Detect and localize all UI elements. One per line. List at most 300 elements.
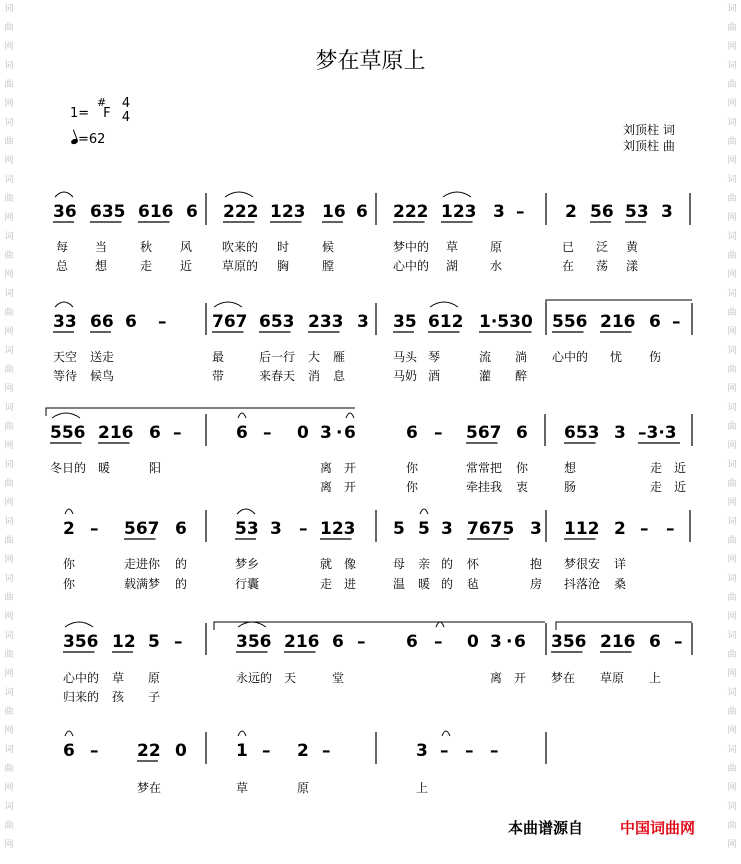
watermark-char: 曲 [4,308,14,318]
watermark-char: 词 [727,346,737,356]
watermark-char: 曲 [4,593,14,603]
lyric-word: 的 [175,557,188,571]
lyric-word: 走进你 [124,557,161,571]
lyric-word: 梦在 [551,671,576,685]
lyric-word: 带 [212,369,225,383]
watermark-char: 词 [4,61,14,71]
watermark-char: 网 [727,441,737,451]
watermark-char: 网 [727,384,737,394]
lyric-word: 荡 [596,259,609,273]
lyric-word: 心中的 [552,350,589,364]
watermark-char: 网 [727,99,737,109]
lyric-word: 归来的 [63,690,100,704]
score-note: 216 [98,423,134,443]
watermark-char: 词 [727,460,737,470]
watermark-char: 网 [4,555,14,565]
lyric-word: 上 [416,781,429,795]
score-note: 6 [63,741,75,761]
watermark-char: 曲 [4,479,14,489]
score-note: 6 [516,423,528,443]
score-note: – [174,632,183,652]
slur-arc [65,509,73,514]
lyric-word: 走 [650,480,663,494]
score-note: 16 [322,202,346,222]
watermark-char: 曲 [727,707,737,717]
score-note: – [434,632,443,652]
score-note: – [173,423,182,443]
lyric-word: 流 [479,350,492,364]
lyric-word: 胸 [277,259,290,273]
score-note: 356 [551,632,587,652]
lyric-word: 淌 [515,350,528,364]
watermark-char: 网 [4,327,14,337]
key-note: F [103,106,111,121]
lyric-word: 像 [344,557,357,571]
lyric-word: 近 [674,461,687,475]
key-label: 1= [70,106,90,121]
score-note: – [322,741,331,761]
score-note: 653 [564,423,600,443]
score-note: – [158,312,167,332]
watermark-char: 曲 [727,536,737,546]
watermark-char: 词 [4,688,14,698]
watermark-char: 词 [4,574,14,584]
watermark-char: 词 [727,574,737,584]
slur-arc [443,192,471,197]
score-note: 356 [236,632,272,652]
lyric-word: 琴 [428,350,441,364]
score-note: 556 [552,312,588,332]
lyric-word: 你 [406,461,419,475]
score-note: 3 [320,423,332,443]
key-sharp: # [97,96,107,109]
lyric-word: 母 [393,557,406,571]
watermark-char: 网 [727,555,737,565]
score-note: 3 [661,202,673,222]
watermark-char: 词 [4,232,14,242]
lyric-word: 风 [180,240,193,254]
score-note: · [336,423,343,443]
lyric-word: 马头 [393,350,418,364]
watermark-char: 词 [727,232,737,242]
score-note: 123 [270,202,306,222]
lyric-word: 息 [333,369,346,383]
watermark-char: 曲 [727,137,737,147]
score-note: 6 [344,423,356,443]
score-note: – [640,519,649,539]
watermark-char: 网 [4,783,14,793]
lyric-word: 你 [406,480,419,494]
watermark-char: 词 [727,745,737,755]
volta-bracket [46,408,355,416]
score-note: 22 [137,741,161,761]
lyric-word: 抖落沧 [564,577,601,591]
score-note: 0 [175,741,187,761]
watermark-char: 网 [727,327,737,337]
lyric-word: 你 [63,577,76,591]
lyric-word: 离 [490,671,503,685]
time-signature-top: 4 [121,96,131,111]
lyric-word: 后一行 [259,350,296,364]
lyric-word: 草 [236,781,249,795]
lyric-word: 草原 [600,671,625,685]
lyric-word: 草 [446,240,459,254]
lyric-word: 膛 [322,259,335,273]
score-note: – [90,741,99,761]
lyric-word: 开 [344,480,357,494]
score-note: 567 [124,519,160,539]
watermark-char: 词 [4,460,14,470]
score-note: –3·3 [638,423,677,443]
watermark-char: 词 [727,289,737,299]
score-note: – [666,519,675,539]
score-note: 767 [212,312,248,332]
lyric-word: 离 [320,461,333,475]
score-note: 3 [441,519,453,539]
score-note: 635 [90,202,126,222]
score-note: – [490,741,499,761]
score-note: 6 [649,632,661,652]
watermark-char: 网 [4,498,14,508]
watermark-char: 网 [727,669,737,679]
score-note: 6 [332,632,344,652]
lyric-word: 牵挂我 [466,480,503,494]
lyric-word: 桑 [614,577,627,591]
watermark-char: 曲 [727,764,737,774]
score-note: 653 [259,312,295,332]
watermark-char: 网 [4,156,14,166]
lyric-word: 泛 [596,240,609,254]
score-note: 616 [138,202,174,222]
score-note: 3 [614,423,626,443]
watermark-char: 曲 [4,422,14,432]
lyric-word: 梦很安 [564,557,601,571]
slur-arc [442,731,450,736]
slur-arc [65,731,73,736]
lyric-word: 草原的 [222,259,259,273]
watermark-char: 网 [727,783,737,793]
watermark-char: 网 [4,441,14,451]
lyric-word: 醉 [515,369,528,383]
score-note: 66 [90,312,114,332]
slur-arc [237,509,255,514]
volta-bracket [546,300,692,308]
lyric-word: 想 [564,461,577,475]
score-note: – [299,519,308,539]
lyricist-credit: 刘顶柱 词 [623,123,675,137]
lyric-word: 行囊 [235,577,260,591]
watermark-char: 网 [4,270,14,280]
score-note: 12 [112,632,136,652]
watermark-char: 词 [4,802,14,812]
watermark-char: 词 [727,61,737,71]
composer-credit: 刘顶柱 曲 [623,139,675,153]
watermark-char: 词 [727,403,737,413]
watermark-char: 网 [727,42,737,52]
lyric-word: 原 [297,781,310,795]
lyric-word: 走 [650,461,663,475]
score-note: – [434,423,443,443]
score-note: 112 [564,519,600,539]
watermark-char: 曲 [4,365,14,375]
lyric-word: 温 [393,577,406,591]
lyric-word: 送走 [90,350,115,364]
lyric-word: 孩 [112,690,125,704]
lyric-word: 秋 [140,240,153,254]
score-note: – [440,741,449,761]
lyric-word: 湖 [446,259,459,273]
watermark-char: 网 [4,612,14,622]
slur-arc [55,302,73,307]
score-note: 567 [466,423,502,443]
lyric-word: 原 [148,671,161,685]
watermark-char: 曲 [4,194,14,204]
source-label: 本曲谱源自 [508,819,584,837]
watermark-char: 网 [4,99,14,109]
lyric-word: 消 [308,369,321,383]
lyric-word: 候 [322,240,335,254]
score-note: 233 [308,312,344,332]
lyric-word: 常常把 [466,461,503,475]
lyric-word: 忧 [610,350,623,364]
lyric-word: 怀 [467,557,480,571]
watermark-char: 网 [727,498,737,508]
lyric-word: 最 [212,350,225,364]
lyric-word: 灌 [479,369,492,383]
lyric-word: 永远的 [236,671,273,685]
lyric-word: 雁 [333,350,346,364]
score-note: 0 [467,632,479,652]
score-note: 33 [53,312,77,332]
score-note: – [90,519,99,539]
score-note: 3 [270,519,282,539]
score-note: 123 [441,202,477,222]
watermark-char: 网 [4,840,14,850]
watermark-char: 词 [4,346,14,356]
lyric-word: 天 [284,671,297,685]
watermark-char: 曲 [727,251,737,261]
score-note: – [465,741,474,761]
watermark-char: 词 [4,118,14,128]
lyric-word: 你 [516,461,529,475]
score-note: 36 [53,202,77,222]
score-note: 6 [514,632,526,652]
watermark-char: 曲 [4,536,14,546]
slur-arc [225,192,253,197]
tempo-value: =62 [78,132,106,147]
watermark-char: 曲 [727,80,737,90]
lyric-word: 大 [308,350,321,364]
score-note: 53 [235,519,259,539]
lyric-word: 走 [320,577,333,591]
score-note: · [506,632,513,652]
lyric-word: 就 [320,557,333,571]
lyric-word: 详 [614,557,627,571]
score-note: – [672,312,681,332]
score-note: 3 [357,312,369,332]
lyric-word: 心中的 [393,259,430,273]
watermark-char: 词 [727,118,737,128]
score-note: 6 [186,202,198,222]
score-note: 216 [284,632,320,652]
slur-arc [346,413,354,418]
watermark-char: 词 [4,175,14,185]
lyric-word: 酒 [428,369,441,383]
watermark-char: 词 [4,289,14,299]
watermark-char: 曲 [727,650,737,660]
watermark-char: 网 [727,213,737,223]
score-note: 0 [297,423,309,443]
score-note: 556 [50,423,86,443]
watermark-char: 曲 [4,821,14,831]
score-note: 2 [565,202,577,222]
watermark-char: 网 [4,726,14,736]
score-note: 123 [320,519,356,539]
score-note: 216 [600,632,636,652]
lyric-word: 来春天 [259,369,296,383]
watermark-char: 曲 [4,137,14,147]
watermark-char: 词 [727,517,737,527]
lyric-word: 漾 [626,259,639,273]
lyric-word: 想 [95,259,108,273]
lyric-word: 你 [63,557,76,571]
lyric-word: 开 [514,671,527,685]
watermark-char: 曲 [4,80,14,90]
score-note: 6 [236,423,248,443]
score-note: 7675 [467,519,515,539]
lyric-word: 时 [277,240,290,254]
lyric-word: 原 [490,240,503,254]
score-note: 6 [406,423,418,443]
lyric-word: 梦中的 [393,240,430,254]
lyric-word: 近 [180,259,193,273]
score-note: 3 [490,632,502,652]
watermark-char: 曲 [727,422,737,432]
song-title: 梦在草原上 [315,49,426,74]
score-note: – [263,423,272,443]
lyric-word: 亲 [418,557,431,571]
lyric-word: 每 [56,240,69,254]
watermark-char: 网 [4,213,14,223]
score-note: 6 [175,519,187,539]
score-note: – [516,202,525,222]
lyric-word: 水 [490,259,503,273]
watermark-char: 词 [727,4,737,14]
lyric-word: 肠 [564,480,577,494]
lyric-word: 房 [530,577,543,591]
lyric-word: 黄 [626,240,639,254]
score-note: 222 [393,202,429,222]
score-note: – [357,632,366,652]
score-note: 56 [590,202,614,222]
slur-arc [214,302,242,307]
lyric-word: 走 [140,259,153,273]
watermark-char: 词 [4,517,14,527]
watermark-char: 曲 [4,764,14,774]
lyric-word: 阳 [149,461,162,475]
slur-arc [436,622,444,627]
watermark-char: 词 [4,4,14,14]
watermark-char: 词 [727,175,737,185]
slur-arc [52,413,80,418]
score-note: 6 [149,423,161,443]
slur-arc [238,413,246,418]
watermark-char: 词 [727,802,737,812]
lyric-word: 梦在 [137,781,162,795]
watermark-char: 曲 [727,821,737,831]
watermark-char: 网 [4,42,14,52]
time-signature-bottom: 4 [121,110,131,125]
score-note: 356 [63,632,99,652]
score-note: 5 [418,519,430,539]
score-note: – [262,741,271,761]
lyric-word: 冬日的 [50,461,87,475]
lyric-word: 堂 [332,671,345,685]
lyric-word: 毡 [467,577,480,591]
lyric-word: 心中的 [63,671,100,685]
score-note: 6 [406,632,418,652]
score-note: 222 [223,202,259,222]
lyric-word: 等待 [53,369,78,383]
lyric-word: 吹来的 [222,240,259,254]
slur-arc [55,192,73,197]
watermark-char: 网 [4,669,14,679]
lyric-word: 的 [441,557,454,571]
watermark-char: 网 [727,612,737,622]
lyric-word: 草 [112,671,125,685]
watermark-char: 网 [727,270,737,280]
score-note: 2 [63,519,75,539]
lyric-word: 进 [344,577,357,591]
slur-arc [238,622,266,627]
lyric-word: 梦乡 [235,557,260,571]
score-note: 6 [649,312,661,332]
score-note: – [674,632,683,652]
watermark-char: 曲 [727,479,737,489]
watermark-char: 词 [4,631,14,641]
watermark-char: 曲 [727,593,737,603]
score-note: 3 [530,519,542,539]
lyric-word: 已 [562,240,575,254]
watermark-char: 曲 [727,365,737,375]
score-note: 5 [393,519,405,539]
watermark-char: 曲 [4,650,14,660]
watermark-char: 网 [727,840,737,850]
score-note: 3 [416,741,428,761]
source-site-link[interactable]: 中国词曲网 [620,819,696,837]
score-note: 35 [393,312,417,332]
watermark-char: 曲 [4,707,14,717]
score-note: 1 [236,741,248,761]
lyric-word: 天空 [53,350,78,364]
watermark-char: 网 [727,156,737,166]
watermark-char: 曲 [4,23,14,33]
lyric-word: 的 [441,577,454,591]
watermark-char: 词 [727,688,737,698]
score-note: 612 [428,312,464,332]
volta-bracket [556,622,692,630]
watermark-char: 曲 [727,194,737,204]
watermark-char: 词 [727,631,737,641]
lyric-word: 衷 [516,480,529,494]
lyric-word: 总 [56,259,69,273]
lyric-word: 的 [175,577,188,591]
lyric-word: 马奶 [393,369,418,383]
score-note: 5 [148,632,160,652]
lyric-word: 暖 [418,577,431,591]
lyric-word: 当 [95,240,108,254]
lyric-word: 抱 [530,557,543,571]
